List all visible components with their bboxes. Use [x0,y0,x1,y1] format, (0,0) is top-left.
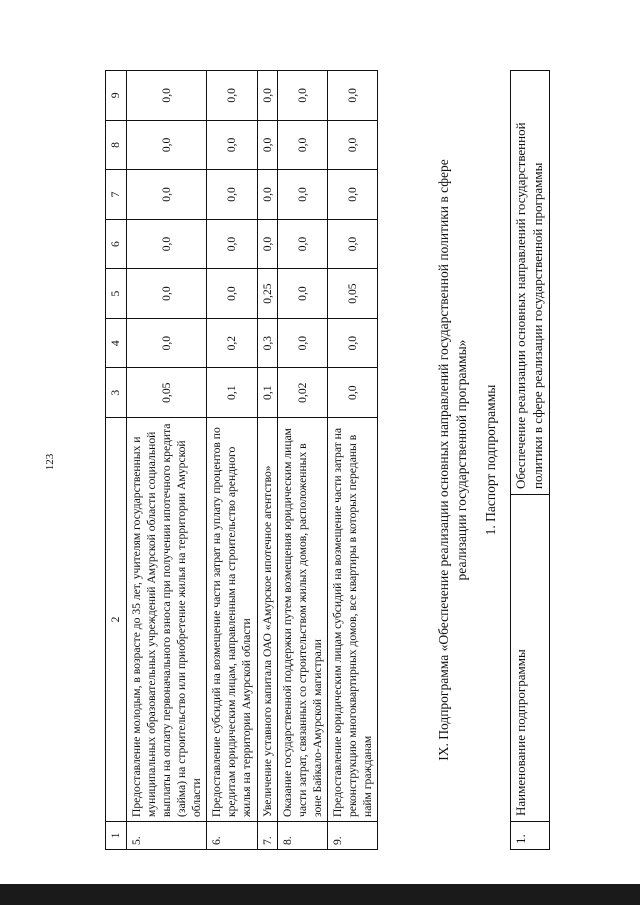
table-row [257,71,277,850]
scan-border [0,884,640,905]
value-cell: 0,0 [277,318,327,368]
passport-table [510,70,550,850]
value-cell: 0,0 [257,71,277,121]
header-cell: 3 [106,368,127,418]
value-cell: 0,0 [127,219,207,269]
value-cell: 0,0 [257,120,277,170]
row-description: Предоставление молодым, в возрасте до 35 лет, учителям государственных и муниципальных образовательных учреждений Амурской области социальной выплаты на оплату первоначального взноса при получении ипотечного кредита (займа) на строительство или приобретение жилья на территории Амурской области [127,418,207,822]
header-cell: 5 [106,269,127,319]
value-cell: 0,0 [127,120,207,170]
value-cell: 0,0 [207,120,257,170]
row-description: Оказание государственной поддержки путем возмещения юридическим лицам части затрат, связанных со строительством жилых домов, расположенных в зоне Байкало-Амурской магистрали [277,418,327,822]
value-cell: 0,05 [127,368,207,418]
value-cell: 0,1 [207,368,257,418]
value-cell: 0,0 [327,120,377,170]
value-cell: 0,0 [207,269,257,319]
header-cell: 8 [106,120,127,170]
row-description: Увеличение уставного капитала ОАО «Амурское ипотечное агентство» [257,418,277,822]
value-cell: 0,3 [257,318,277,368]
passport-label: Наименование подпрограммы [511,495,550,822]
passport-value: Обеспечение реализации основных направлений государственной политики в сфере реализации государственной программы [511,71,550,495]
value-cell: 0,0 [207,71,257,121]
table-row [127,71,207,850]
header-cell: 1 [106,822,127,850]
value-cell: 0,0 [257,219,277,269]
row-description: Предоставление юридическим лицам субсидий на возмещение части затрат на реконструкцию многоквартирных домов, все квартиры в которых переданы в найм гражданам [327,418,377,822]
value-cell: 0,0 [127,170,207,220]
page-number: 123 [44,453,56,471]
value-cell: 0,1 [257,368,277,418]
row-number: 9. [327,822,377,850]
value-cell: 0,0 [257,170,277,220]
table-row [277,71,327,850]
header-cell: 7 [106,170,127,220]
row-number: 7. [257,822,277,850]
header-cell: 9 [106,71,127,121]
value-cell: 0,0 [207,170,257,220]
value-cell: 0,0 [277,170,327,220]
value-cell: 0,05 [327,269,377,319]
value-cell: 0,0 [327,368,377,418]
value-cell: 0,0 [327,71,377,121]
value-cell: 0,0 [277,120,327,170]
value-cell: 0,02 [277,368,327,418]
header-cell: 6 [106,219,127,269]
row-number: 8. [277,822,327,850]
value-cell: 0,2 [207,318,257,368]
value-cell: 0,0 [277,269,327,319]
value-cell: 0,25 [257,269,277,319]
table-row [511,71,550,850]
expenditure-table [105,70,378,850]
row-number: 5. [127,822,207,850]
row-description: Предоставление субсидий на возмещение части затрат на уплату процентов по кредитам юридическим лицам, направленным на строительство арендного жилья на территории Амурской области [207,418,257,822]
value-cell: 0,0 [127,71,207,121]
passport-title: 1. Паспорт подпрограммы [483,384,498,536]
section-title: IX. Подпрограмма «Обеспечение реализации основных направлений государственной политики в сфере реализации государственной программы» [436,159,470,761]
value-cell: 0,0 [277,219,327,269]
table-header-row [106,71,127,850]
header-cell: 4 [106,318,127,368]
header-cell: 2 [106,418,127,822]
value-cell: 0,0 [127,269,207,319]
passport-row-number: 1. [511,822,550,850]
value-cell: 0,0 [327,318,377,368]
value-cell: 0,0 [207,219,257,269]
rotated-page-content [105,70,595,850]
value-cell: 0,0 [327,170,377,220]
table-row [207,71,257,850]
table-row [327,71,377,850]
value-cell: 0,0 [327,219,377,269]
value-cell: 0,0 [277,71,327,121]
value-cell: 0,0 [127,318,207,368]
row-number: 6. [207,822,257,850]
